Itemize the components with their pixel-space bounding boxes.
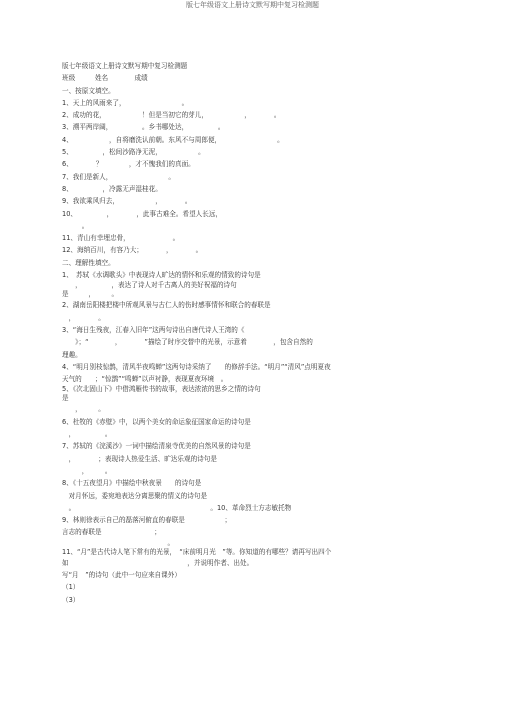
document-line: ， ，表达了诗人对千古离人的美好祝福的诗句: [62, 281, 237, 290]
document-line: 6、 ？ ，才不愧我们的真面。: [62, 160, 195, 169]
document-line: 班级 姓名 成绩: [62, 74, 148, 83]
document-line: 5、 ，松间沙路净无泥， 。: [62, 148, 205, 157]
document-line: 11、“月”是古代诗人笔下常有的光景， “床前明月光 ”等。你知道的有哪些？请再写出四个: [62, 547, 332, 556]
document-line: （3）: [62, 595, 80, 604]
document-line: 一、按原文填空。: [62, 86, 115, 95]
document-line: 理趣。: [62, 350, 82, 359]
document-body: [62, 60, 492, 606]
document-line: ， 。: [62, 405, 105, 414]
document-line: 》；“ ， ”描绘了时序交替中的光景，示意着 ，包含自然的: [62, 338, 313, 347]
document-line: 2、湖南岳阳楼把楼中所观风景与古仁人的伤时感事情怀和联合的春联是: [62, 301, 271, 310]
document-line: 版七年级语文上册诗文默写期中复习检测题: [62, 62, 188, 70]
document-line: 10、 ， ，此事古难全。希望人长远，: [62, 209, 223, 218]
document-line: 天气的 ；“惊鹊”“鸣蝉”以声衬静，表现夏夜环境 。: [62, 375, 228, 384]
document-line: ， ；表现诗人热爱生活、旷达乐观的诗句是: [62, 454, 217, 463]
document-line: ， 。: [62, 430, 112, 439]
document-line: 4、“明月别枝惊鹊，清风半夜鸣蝉”这两句诗采纳了 的修辞手法。“明月”“清风”点明夏夜: [62, 362, 331, 371]
document-line: 写“月 ”的诗句（此中一句应来自课外）: [62, 570, 181, 579]
document-line: 二、理解性填空。: [62, 258, 115, 267]
document-line: 7、苏轼的《浣溪沙》一词中描绘清泉寺优美的自然风景的诗句是: [62, 442, 251, 451]
document-line: 。: [62, 538, 175, 547]
document-line: ， 。: [62, 313, 105, 322]
document-line: 5、《次北固山下》中借鸿雁传书的故事，表达浓浓的思乡之情的诗句: [62, 385, 261, 394]
document-line: 9、林则徐表示自己的磊落河俯直的春联是 ；: [62, 516, 232, 525]
document-line: 。 。10、革命烈士方志敏托物: [62, 503, 292, 512]
page-header: 版七年级语文上册诗文默写期中复习检测题: [186, 1, 319, 9]
document-line: 8、《十五夜望月》中描绘中秋夜景 的诗句是: [62, 479, 202, 488]
document-line: 11、青山有幸埋忠骨， 。: [62, 234, 180, 243]
document-line: 12、海纳百川，有容乃大； ， 。: [62, 246, 203, 255]
document-line: 7、我们是新人， 。: [62, 172, 175, 181]
document-line: 是: [62, 394, 69, 403]
document-line: 。: [62, 221, 89, 230]
document-line: 1、 苏轼《水调歌头》中表现诗人旷达的情怀和乐观的情致的诗句是: [62, 271, 261, 280]
document-line: 3、“海日生残夜，江春入旧年”这两句诗出自唐代诗人王湾的《: [62, 325, 245, 334]
document-line: 3、溯平两岸阔， 。乡书哪处达， 。: [62, 123, 225, 132]
document-line: 2、成功的花， ！但是当初它的芽儿， ， 。: [62, 111, 281, 120]
document-line: 是 ， 。: [62, 290, 119, 299]
document-line: 对月怀远，委宛地表达分离思聚的情义的诗句是: [62, 491, 208, 500]
document-line: 9、我欲乘风归去， ， 。: [62, 197, 192, 206]
document-line: 4、 ，自将磨洗认前朝。东风不与周郎便， 。: [62, 135, 284, 144]
document-line: 如 ，并说明作者、出处。: [62, 558, 254, 567]
document-line: 1、天上的风雨来了， 。: [62, 98, 189, 107]
document-line: ， 。: [62, 466, 112, 475]
document-line: 8、 ，冷露无声湿桂花。: [62, 184, 162, 193]
document-line: 6、杜牧的《赤壁》中，以两个美女的命运象征国家命运的诗句是: [62, 417, 251, 426]
document-line: 言志的春联是 ；: [62, 528, 161, 537]
document-line: （1）: [62, 583, 80, 592]
